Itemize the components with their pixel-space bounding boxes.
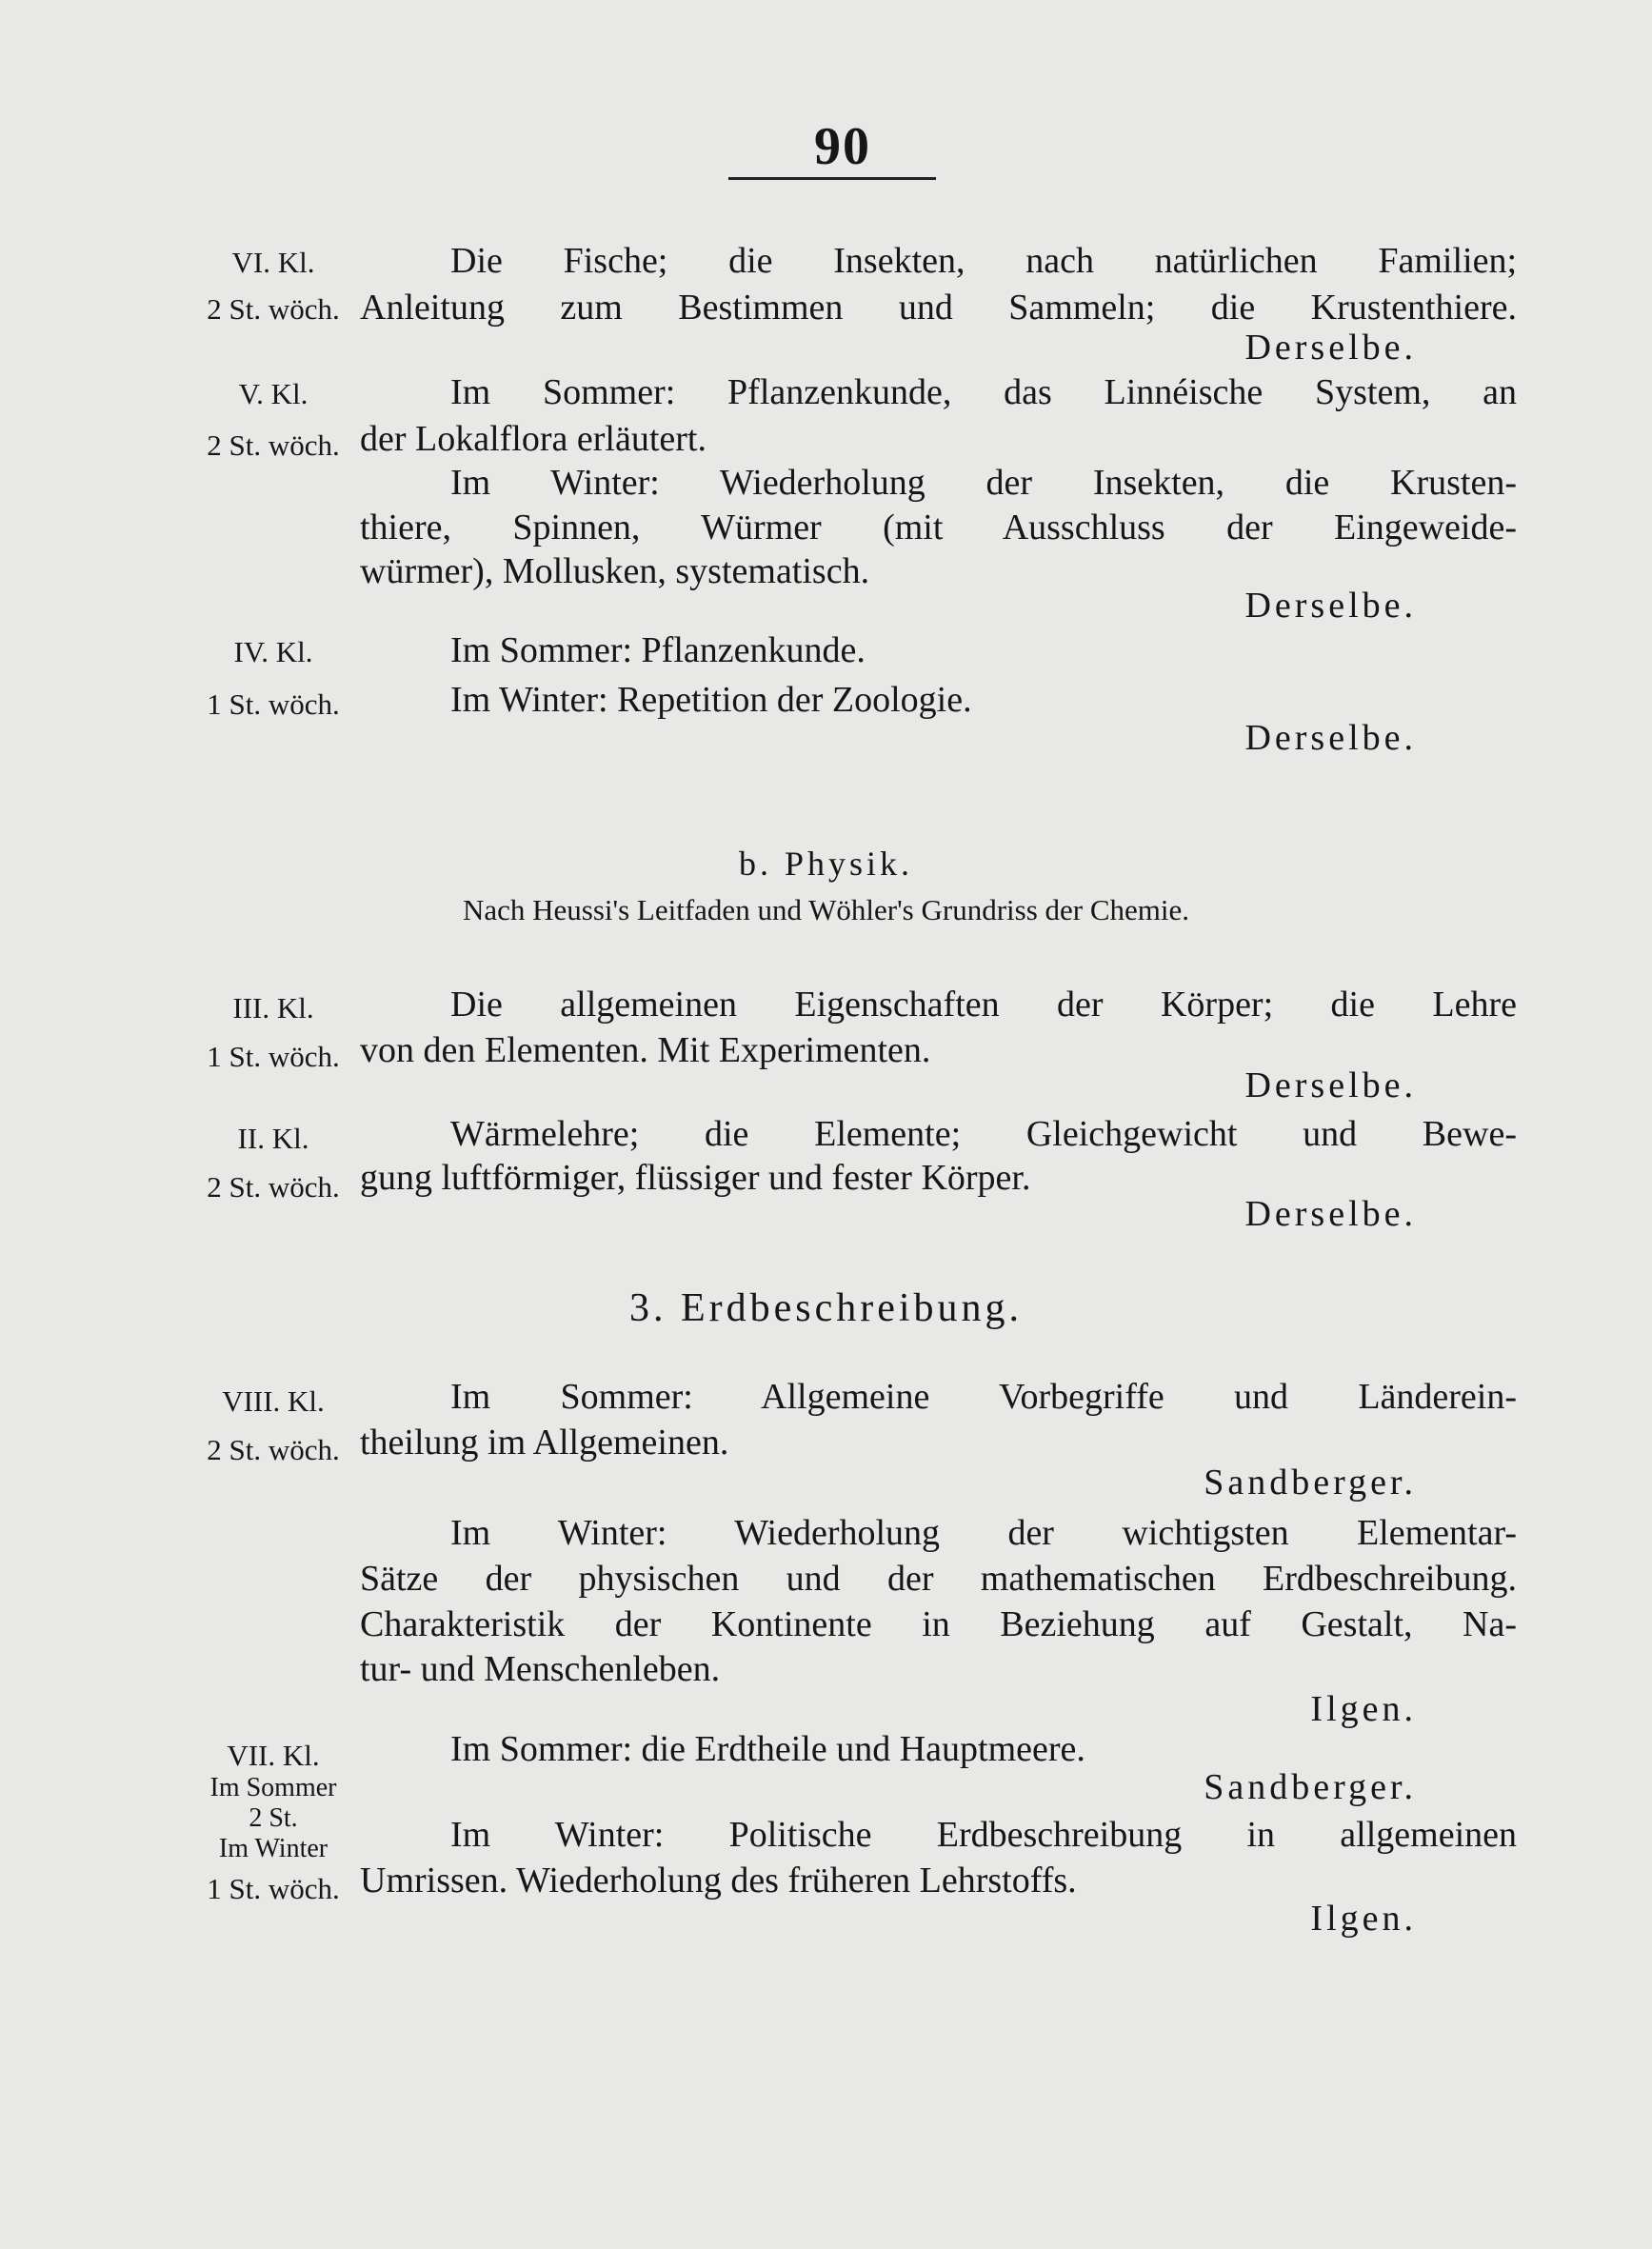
teacher-signature: Sandberger. bbox=[1204, 1767, 1417, 1807]
class-label: III. Kl. bbox=[232, 991, 314, 1025]
header-rule bbox=[728, 177, 936, 180]
text-line: Im Sommer: Pflanzenkunde, das Linnéische System, an bbox=[450, 372, 1517, 412]
text-line: Im Sommer: Pflanzenkunde. bbox=[450, 630, 866, 670]
text-line: von den Elementen. Mit Experimenten. bbox=[360, 1030, 931, 1070]
hours-label: 2 St. wöch. bbox=[207, 1433, 340, 1466]
class-label: VIII. Kl. bbox=[222, 1384, 325, 1418]
class-label: V. Kl. bbox=[238, 377, 309, 410]
teacher-signature: Ilgen. bbox=[1310, 1899, 1417, 1939]
schedule-note: 2 St. bbox=[249, 1803, 298, 1833]
section-heading: b. Physik. bbox=[738, 845, 914, 883]
class-label: IV. Kl. bbox=[233, 635, 313, 668]
text-line: Im Winter: Wiederholung der Insekten, die Krusten- bbox=[450, 463, 1517, 503]
text-line: Charakteristik der Kontinente in Beziehung auf Gestalt, Na- bbox=[360, 1604, 1517, 1644]
page-number: 90 bbox=[814, 117, 871, 176]
text-line: Im Winter: Politische Erdbeschreibung in allgemeinen bbox=[450, 1815, 1517, 1855]
text-line: Im Sommer: die Erdtheile und Hauptmeere. bbox=[450, 1729, 1085, 1769]
teacher-signature: Derselbe. bbox=[1244, 328, 1417, 368]
text-line: Im Winter: Wiederholung der wichtigsten Elementar- bbox=[450, 1513, 1517, 1553]
hours-label: 1 St. wöch. bbox=[207, 687, 340, 721]
teacher-signature: Derselbe. bbox=[1244, 1065, 1417, 1105]
teacher-signature: Derselbe. bbox=[1244, 718, 1417, 758]
text-line: Umrissen. Wiederholung des früheren Lehrstoffs. bbox=[360, 1861, 1077, 1901]
class-label: VII. Kl. bbox=[227, 1739, 320, 1772]
text-line: würmer), Mollusken, systematisch. bbox=[360, 551, 870, 591]
text-line: Die Fische; die Insekten, nach natürlichen Familien; bbox=[450, 241, 1517, 281]
teacher-signature: Ilgen. bbox=[1310, 1689, 1417, 1729]
text-line: gung luftförmiger, flüssiger und fester Körper. bbox=[360, 1158, 1031, 1198]
schedule-note: Im Sommer bbox=[209, 1773, 337, 1802]
hours-label: 1 St. wöch. bbox=[207, 1872, 340, 1905]
text-line: Im Sommer: Allgemeine Vorbegriffe und Länderein- bbox=[450, 1377, 1517, 1417]
teacher-signature: Derselbe. bbox=[1244, 1194, 1417, 1234]
text-line: theilung im Allgemeinen. bbox=[360, 1423, 729, 1463]
text-line: thiere, Spinnen, Würmer (mit Ausschluss der Eingeweide- bbox=[360, 508, 1517, 547]
text-line: Anleitung zum Bestimmen und Sammeln; die Krustenthiere. bbox=[360, 288, 1517, 328]
class-label: II. Kl. bbox=[237, 1122, 309, 1155]
hours-label: 2 St. wöch. bbox=[207, 1170, 340, 1204]
schedule-note: Im Winter bbox=[218, 1834, 328, 1863]
text-line: tur- und Menschenleben. bbox=[360, 1649, 721, 1689]
section-subheading: Nach Heussi's Leitfaden und Wöhler's Grundriss der Chemie. bbox=[462, 893, 1190, 926]
text-line: Wärmelehre; die Elemente; Gleichgewicht und Bewe- bbox=[450, 1114, 1517, 1154]
hours-label: 1 St. wöch. bbox=[207, 1040, 340, 1073]
hours-label: 2 St. wöch. bbox=[207, 428, 340, 462]
class-label: VI. Kl. bbox=[231, 246, 315, 279]
text-line: Sätze der physischen und der mathematischen Erdbeschreibung. bbox=[360, 1559, 1517, 1599]
teacher-signature: Derselbe. bbox=[1244, 586, 1417, 626]
text-line: Die allgemeinen Eigenschaften der Körper; die Lehre bbox=[450, 985, 1517, 1025]
text-line: der Lokalflora erläutert. bbox=[360, 419, 707, 459]
text-line: Im Winter: Repetition der Zoologie. bbox=[450, 680, 972, 720]
hours-label: 2 St. wöch. bbox=[207, 292, 340, 326]
section-heading: 3. Erdbeschreibung. bbox=[628, 1286, 1024, 1330]
teacher-signature: Sandberger. bbox=[1204, 1463, 1417, 1503]
